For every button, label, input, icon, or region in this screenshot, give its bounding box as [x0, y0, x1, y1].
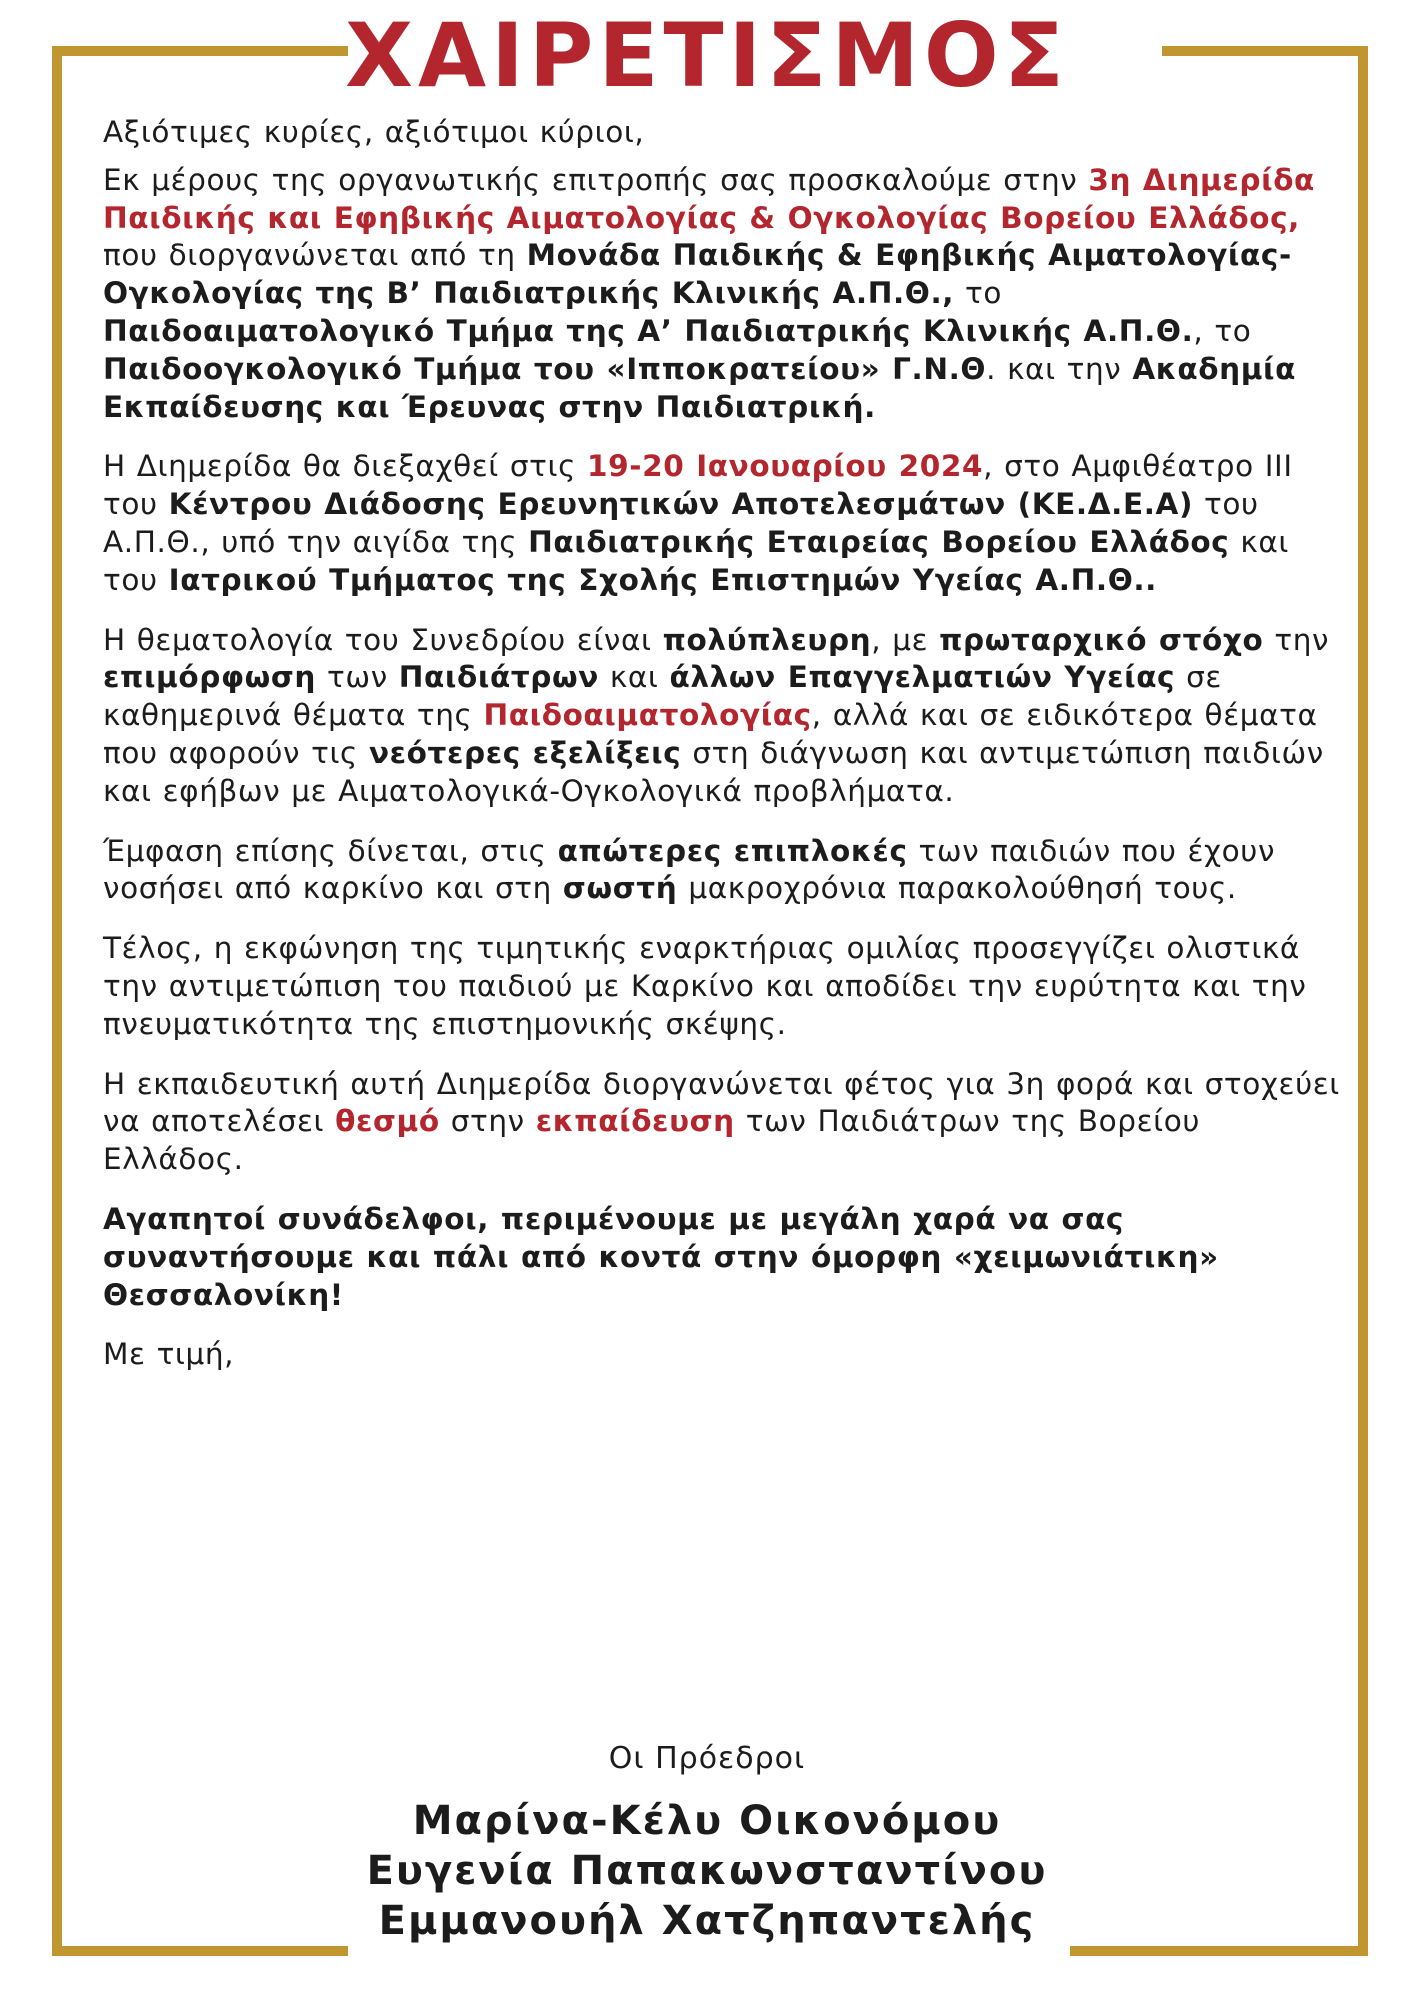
emphasis: πρωταρχικό στόχο [939, 622, 1264, 657]
frame-right [1358, 46, 1368, 1956]
presidents-label: Οι Πρόεδροι [608, 1741, 806, 1776]
text: του Α.Π.Θ., υπό την αιγίδα της [103, 487, 1259, 559]
paragraph-date-venue [103, 448, 1343, 599]
text: Η Διημερίδα θα διεξαχθεί στις [103, 449, 587, 484]
paragraph-invitation [103, 162, 1343, 427]
organizer-oncology-dept: Παιδοογκολογικό Τμήμα του «Ιπποκρατείου» Γ.Ν.Θ [103, 351, 987, 386]
text: Η εκπαιδευτική αυτή Διημερίδα διοργανώνεται φέτος για 3η φορά και στοχεύει να αποτελέσει [103, 1066, 1340, 1139]
president-names [0, 1796, 1414, 1946]
frame-bottom-left [52, 1946, 348, 1956]
event-date: 19-20 Ιανουαρίου 2024 [586, 449, 984, 484]
emphasis: απώτερες επιπλοκές [557, 833, 908, 868]
text: σε καθημερινά θέματα της [103, 660, 1222, 733]
letter-body [103, 114, 1343, 1396]
venue: Κέντρου Διάδοσης Ερευνητικών Αποτελεσμάτων (ΚΕ.Δ.Ε.Α) [168, 487, 1194, 522]
text: το [954, 276, 1003, 311]
text: , με [871, 622, 940, 657]
text: και του [103, 524, 1289, 597]
text: των [316, 660, 399, 695]
text: , αλλά και σε ειδικότερα θέματα που αφορούν τις [103, 698, 1318, 770]
paragraph-opening-speech: Τέλος, η εκφώνηση της τιμητικής εναρκτήριας ομιλίας προσεγγίζει ολιστικά την αντιμετώπιση του παιδιού με Καρκίνο και αποδίδει την ευρύτητα και την πνευματικότητα της επιστημονικής σκέψης. [103, 931, 1307, 1041]
emphasis: πολύπλευρη [662, 622, 872, 657]
highlight: εκπαίδευση [535, 1104, 735, 1139]
president-name: Εμμανουήλ Χατζηπαντελής [378, 1898, 1036, 1944]
emphasis: σωστή [562, 871, 678, 906]
president-name: Μαρίνα-Κέλυ Οικονόμου [412, 1798, 1002, 1844]
paragraph-complications [103, 833, 1343, 909]
text: που διοργανώνεται από τη [103, 238, 527, 273]
event-name: 3η Διημερίδα Παιδικής και Εφηβικής Αιματολογίας & Ογκολογίας Βορείου Ελλάδος, [103, 162, 1315, 235]
text: των Παιδιάτρων της Βορείου Ελλάδος. [103, 1104, 1201, 1177]
organizer-academy: Ακαδημία Εκπαίδευσης και Έρευνας στην Παιδιατρική. [103, 351, 1296, 424]
text: Έμφαση επίσης δίνεται, στις [103, 833, 558, 868]
closing-paragraph: Αγαπητοί συνάδελφοι, περιμένουμε με μεγάλη χαρά να σας συναντήσουμε και πάλι από κοντά στην όμορφη «χειμωνιάτικη» Θεσσαλονίκη! [103, 1201, 1219, 1312]
president-name: Ευγενία Παπακωνσταντίνου [366, 1848, 1048, 1894]
organizer-dept-a: Παιδοαιματολογικό Τμήμα της Α’ Παιδιατρικής Κλινικής Α.Π.Θ. [103, 313, 1194, 348]
paragraph-institution [103, 1066, 1343, 1179]
text: στην [439, 1104, 536, 1139]
aegis-society: Παιδιατρικής Εταιρείας Βορείου Ελλάδος [528, 524, 1230, 559]
highlight: Παιδοαιματολογίας [483, 698, 812, 733]
highlight: θεσμό [335, 1104, 440, 1139]
emphasis: άλλων Επαγγελματιών Υγείας [669, 660, 1176, 695]
text: Εκ μέρους της οργανωτικής επιτροπής σας προσκαλούμε στην [103, 162, 1089, 197]
page-title: ΧΑΙΡΕΤΙΣΜΟΣ [345, 4, 1069, 107]
emphasis: νεότερες εξελίξεις [368, 735, 682, 770]
emphasis: επιμόρφωση [103, 660, 317, 695]
text: μακροχρόνια παρακολούθησή τους. [677, 871, 1237, 906]
text: . και την [986, 351, 1133, 386]
text: στη διάγνωση και αντιμετώπιση παιδιών και εφήβων με Αιματολογικά-Ογκολογικά προβλήματα. [103, 735, 1324, 808]
text: , στο Αμφιθέατρο ΙΙΙ του [103, 449, 1293, 522]
text: , το [1193, 313, 1252, 348]
greeting: Αξιότιμες κυρίες, αξιότιμοι κύριοι, [103, 115, 645, 149]
text: Η θεματολογία του Συνεδρίου είναι [103, 622, 663, 657]
aegis-school: Ιατρικού Τμήματος της Σχολής Επιστημών Υγείας Α.Π.Θ.. [168, 562, 1157, 597]
emphasis: Παιδιάτρων [398, 660, 599, 695]
text: την [1263, 622, 1330, 657]
paragraph-topics [103, 622, 1343, 811]
sign-off: Με τιμή, [103, 1337, 235, 1372]
text: των παιδιών που έχουν νοσήσει από καρκίνο και στη [103, 833, 1276, 906]
text: και [598, 660, 670, 695]
frame-left [52, 46, 62, 1956]
frame-bottom-right [1070, 1946, 1368, 1956]
organizer-unit: Μονάδα Παιδικής & Εφηβικής Αιματολογίας-Ογκολογίας της Β’ Παιδιατρικής Κλινικής Α.Π.Θ., [103, 238, 1292, 311]
